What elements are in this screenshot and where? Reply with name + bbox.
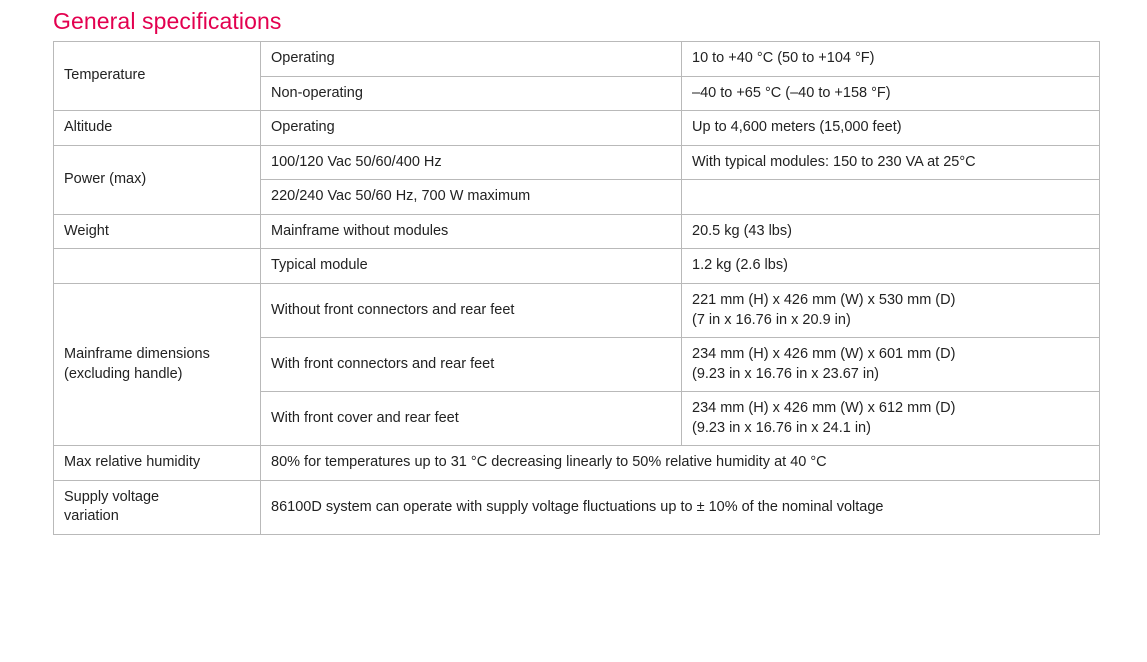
- table-row: [54, 214, 1100, 249]
- row-condition: Typical module: [261, 249, 682, 284]
- row-condition: Mainframe without modules: [261, 214, 682, 249]
- row-condition: Without front connectors and rear feet: [261, 283, 682, 337]
- row-value: 80% for temperatures up to 31 °C decreasing linearly to 50% relative humidity at 40 °C: [261, 446, 1100, 481]
- row-condition: With front cover and rear feet: [261, 392, 682, 446]
- row-value-line2: (9.23 in x 16.76 in x 24.1 in): [692, 419, 871, 436]
- row-condition: Non-operating: [261, 76, 682, 111]
- table-row: [54, 145, 1100, 180]
- row-value: Up to 4,600 meters (15,000 feet): [682, 111, 1100, 146]
- row-value-line1: 234 mm (H) x 426 mm (W) x 612 mm (D): [692, 400, 956, 417]
- row-condition: Operating: [261, 42, 682, 77]
- row-condition: Operating: [261, 111, 682, 146]
- row-label: Power (max): [54, 145, 261, 214]
- row-label: Altitude: [54, 111, 261, 146]
- table-row: [54, 249, 1100, 284]
- row-value-line2: (7 in x 16.76 in x 20.9 in): [692, 311, 851, 328]
- row-value: [682, 283, 1100, 337]
- row-value: 1.2 kg (2.6 lbs): [682, 249, 1100, 284]
- row-condition: 100/120 Vac 50/60/400 Hz: [261, 145, 682, 180]
- row-value: [682, 180, 1100, 215]
- row-value: [682, 392, 1100, 446]
- table-row: [54, 480, 1100, 534]
- row-value: [682, 338, 1100, 392]
- row-value-line1: 234 mm (H) x 426 mm (W) x 601 mm (D): [692, 346, 956, 363]
- table-row: [54, 446, 1100, 481]
- row-label: [54, 249, 261, 284]
- page-title: General specifications: [53, 8, 282, 34]
- row-label-line2: variation: [64, 508, 119, 525]
- row-label-line1: Supply voltage: [64, 488, 160, 505]
- general-specifications-table: [53, 41, 1100, 535]
- row-value: 20.5 kg (43 lbs): [682, 214, 1100, 249]
- row-value: 86100D system can operate with supply voltage fluctuations up to ± 10% of the nominal voltage: [261, 480, 1100, 534]
- row-value: 10 to +40 °C (50 to +104 °F): [682, 42, 1100, 77]
- row-condition: 220/240 Vac 50/60 Hz, 700 W maximum: [261, 180, 682, 215]
- table-row: [54, 42, 1100, 77]
- row-label-line2: (excluding handle): [64, 365, 183, 382]
- row-label: [54, 480, 261, 534]
- row-value-line1: 221 mm (H) x 426 mm (W) x 530 mm (D): [692, 291, 956, 308]
- row-label: Weight: [54, 214, 261, 249]
- row-value-line2: (9.23 in x 16.76 in x 23.67 in): [692, 365, 880, 382]
- table-row: [54, 111, 1100, 146]
- table-row: [54, 283, 1100, 337]
- row-value: –40 to +65 °C (–40 to +158 °F): [682, 76, 1100, 111]
- row-label-line1: Mainframe dimensions: [64, 346, 210, 363]
- row-label: [54, 283, 261, 445]
- row-label: Max relative humidity: [54, 446, 261, 481]
- row-condition: With front connectors and rear feet: [261, 338, 682, 392]
- row-value: With typical modules: 150 to 230 VA at 25°C: [682, 145, 1100, 180]
- row-label: Temperature: [54, 42, 261, 111]
